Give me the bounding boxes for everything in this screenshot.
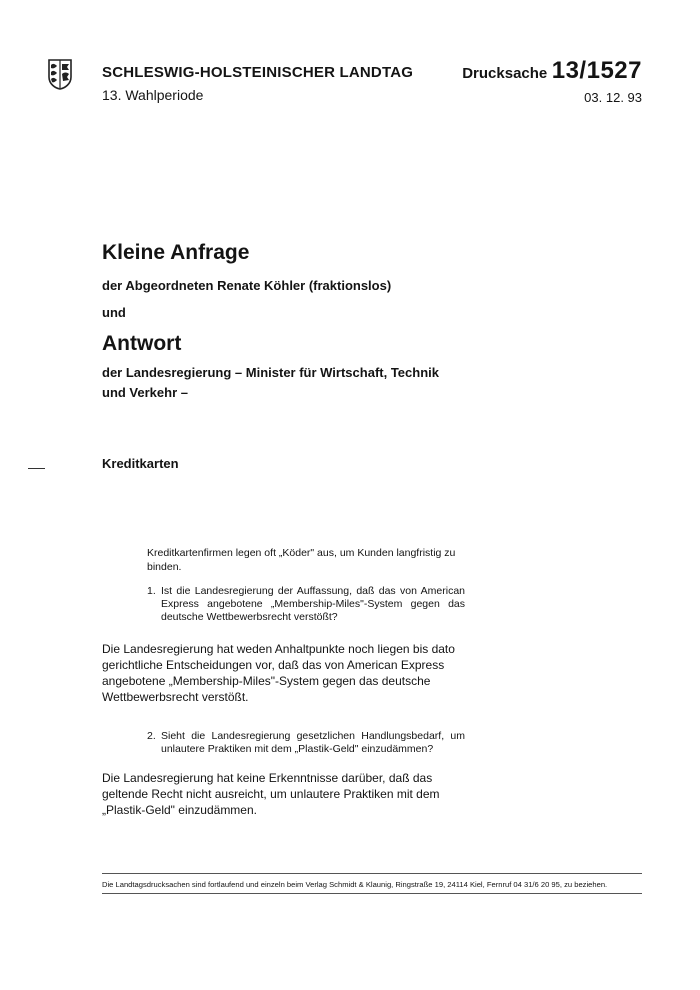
document-date: 03. 12. 93 — [584, 90, 642, 105]
question-text: Ist die Landesregierung der Auffassung, daß das von American Express angebotene „Membership-Miles"-System gegen das deutsche Wettbewerbsrecht verstößt? — [161, 585, 465, 623]
question-number: 1. — [147, 585, 156, 597]
question-1 — [147, 585, 465, 624]
intro-text: Kreditkartenfirmen legen oft „Köder" aus, um Kunden langfristig zu binden. — [147, 547, 456, 573]
answer-2: Die Landesregierung hat keine Erkenntnisse darüber, daß das geltende Recht nicht ausreicht, um unlautere Praktiken mit dem „Plastik-Geld" einzudämmen. — [102, 771, 440, 817]
government-line: der Landesregierung – Minister für Wirtschaft, Technik und Verkehr – — [102, 365, 439, 400]
title-kleine-anfrage: Kleine Anfrage — [102, 241, 250, 264]
footer-rule-bottom — [102, 893, 642, 894]
margin-mark — [28, 468, 45, 469]
conjunction-und: und — [102, 305, 126, 320]
footer-note: Die Landtagsdrucksachen sind fortlaufend und einzeln beim Verlag Schmidt & Klaunig, Ringstraße 19, 24114 Kiel, Fernruf 04 31/6 20 95, zu beziehen. — [102, 880, 608, 889]
topic-heading: Kreditkarten — [102, 456, 179, 471]
document-number-value: 13/1527 — [551, 57, 642, 84]
footer-rule-top — [102, 873, 642, 874]
coat-of-arms-icon — [48, 59, 72, 90]
question-text: Sieht die Landesregierung gesetzlichen Handlungsbedarf, um unlautere Praktiken mit dem „Plastik-Geld" einzudämmen? — [161, 730, 465, 755]
parliament-name: SCHLESWIG-HOLSTEINISCHER LANDTAG — [102, 64, 414, 81]
question-number: 2. — [147, 730, 156, 742]
answer-1: Die Landesregierung hat weden Anhaltpunkte noch liegen bis dato gerichtliche Entscheidungen vor, daß das von American Express angebotene „Membership-Miles"-System gegen das deutsche Wettbewerbsrecht verstößt. — [102, 642, 455, 704]
title-antwort: Antwort — [102, 332, 182, 355]
document-label: Drucksache — [462, 65, 548, 82]
member-line: der Abgeordneten Renate Köhler (fraktionslos) — [102, 278, 392, 293]
question-2 — [147, 730, 465, 756]
document-number — [462, 57, 642, 85]
legislative-period: 13. Wahlperiode — [102, 87, 204, 103]
